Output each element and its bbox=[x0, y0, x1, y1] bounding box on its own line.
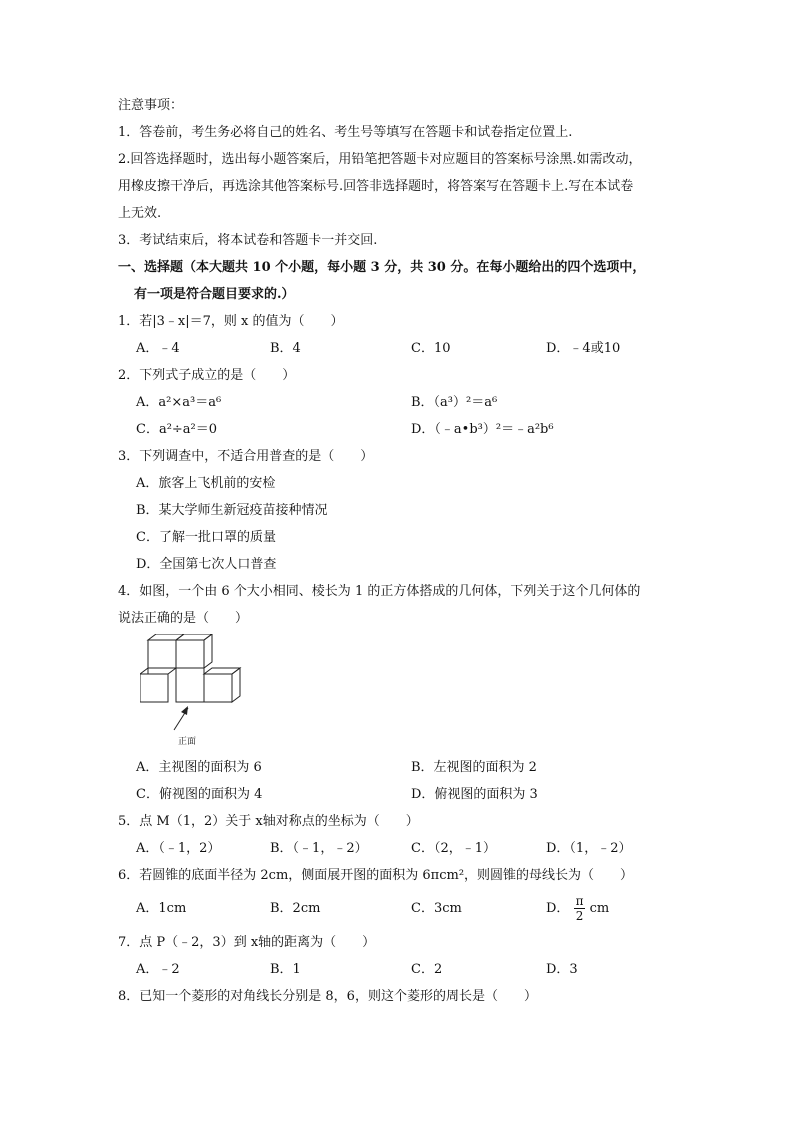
fraction-denominator: 2 bbox=[575, 909, 584, 923]
option-a: A．1cm bbox=[136, 901, 187, 916]
question-1-stem: 1．若|3﹣x|＝7，则 x 的值为（ ） bbox=[118, 314, 344, 329]
fraction-numerator: π bbox=[575, 894, 584, 908]
question-7-options bbox=[118, 956, 678, 983]
question-4-stem-cont: 说法正确的是（ ） bbox=[118, 611, 249, 626]
option-a: A．﹣2 bbox=[136, 962, 180, 977]
question-8-stem: 8．已知一个菱形的对角线长分别是 8，6，则这个菱形的周长是（ ） bbox=[118, 989, 537, 1004]
option-b: B．（﹣1，﹣2） bbox=[270, 841, 368, 856]
question-4-options-row2 bbox=[118, 781, 678, 808]
option-c: C．（2，﹣1） bbox=[411, 841, 496, 856]
option-d-prefix: D． bbox=[546, 901, 570, 916]
question-7-stem: 7．点 P（﹣2，3）到 x轴的距离为（ ） bbox=[118, 935, 376, 950]
figure-label-front: 正面 bbox=[178, 737, 197, 747]
cube-figure bbox=[118, 632, 678, 754]
notice-line-1: 1．答卷前，考生务必将自己的姓名、考生号等填写在答题卡和试卷指定位置上. bbox=[118, 125, 573, 140]
option-d: D．3 bbox=[546, 962, 578, 977]
question-2-options-row2 bbox=[118, 416, 678, 443]
option-d-unit: cm bbox=[589, 901, 610, 916]
option-b: B．某大学师生新冠疫苗接种情况 bbox=[136, 503, 328, 518]
exam-page bbox=[118, 92, 678, 1010]
option-c: C．2 bbox=[411, 962, 443, 977]
question-3-stem: 3．下列调查中，不适合用普查的是（ ） bbox=[118, 449, 374, 464]
option-d bbox=[546, 889, 609, 929]
notice-line-5: 3．考试结束后，将本试卷和答题卡一并交回. bbox=[118, 233, 378, 248]
question-2-options-row1 bbox=[118, 389, 678, 416]
option-d: D．俯视图的面积为 3 bbox=[411, 787, 538, 802]
question-6-stem: 6．若圆锥的底面半径为 2cm，侧面展开图的面积为 6πcm²，则圆锥的母线长为（ ） bbox=[118, 868, 634, 883]
option-a: A．旅客上飞机前的安检 bbox=[136, 476, 276, 491]
option-c: C．了解一批口罩的质量 bbox=[136, 530, 276, 545]
option-d: D．（﹣a•b³）²＝﹣a²b⁶ bbox=[411, 422, 554, 437]
option-d: D．全国第七次人口普查 bbox=[136, 557, 277, 572]
cube-stack-diagram bbox=[140, 634, 250, 752]
question-5-stem: 5．点 M（1，2）关于 x轴对称点的坐标为（ ） bbox=[118, 814, 419, 829]
question-4-stem: 4．如图，一个由 6 个大小相同、棱长为 1 的正方体搭成的几何体，下列关于这个几何体的 bbox=[118, 584, 641, 599]
section-heading: 一、选择题（本大题共 10 个小题，每小题 3 分，共 30 分。在每小题给出的四个选项中， bbox=[118, 260, 646, 275]
notice-line-3: 用橡皮擦干净后，再选涂其他答案标号.回答非选择题时，将答案写在答题卡上.写在本试卷 bbox=[118, 179, 634, 194]
option-a: A．主视图的面积为 6 bbox=[136, 760, 262, 775]
option-a: A．a²×a³＝a⁶ bbox=[136, 395, 222, 410]
notice-line-2: 2.回答选择题时，选出每小题答案后，用铅笔把答题卡对应题目的答案标号涂黑.如需改动， bbox=[118, 152, 642, 167]
notice-title: 注意事项： bbox=[118, 98, 184, 113]
option-c: C．俯视图的面积为 4 bbox=[136, 787, 263, 802]
fraction bbox=[574, 894, 586, 923]
question-1-options bbox=[118, 335, 678, 362]
option-a: A．﹣4 bbox=[136, 341, 180, 356]
option-b: B．（a³）²＝a⁶ bbox=[411, 395, 498, 410]
option-a: A．（﹣1，2） bbox=[136, 841, 221, 856]
option-c: C．3cm bbox=[411, 901, 462, 916]
option-b: B．4 bbox=[270, 341, 301, 356]
option-d: D．﹣4或10 bbox=[546, 341, 621, 356]
notice-line-4: 上无效. bbox=[118, 206, 162, 221]
question-6-options bbox=[118, 889, 678, 929]
question-2-stem: 2．下列式子成立的是（ ） bbox=[118, 368, 296, 383]
option-d: D．（1，﹣2） bbox=[546, 841, 632, 856]
option-b: B．左视图的面积为 2 bbox=[411, 760, 537, 775]
question-5-options bbox=[118, 835, 678, 862]
option-c: C．10 bbox=[411, 341, 451, 356]
option-b: B．1 bbox=[270, 962, 301, 977]
section-heading-cont: 有一项是符合题目要求的.） bbox=[134, 287, 295, 302]
option-c: C．a²÷a²＝0 bbox=[136, 422, 218, 437]
question-4-options-row1 bbox=[118, 754, 678, 781]
option-b: B．2cm bbox=[270, 901, 321, 916]
